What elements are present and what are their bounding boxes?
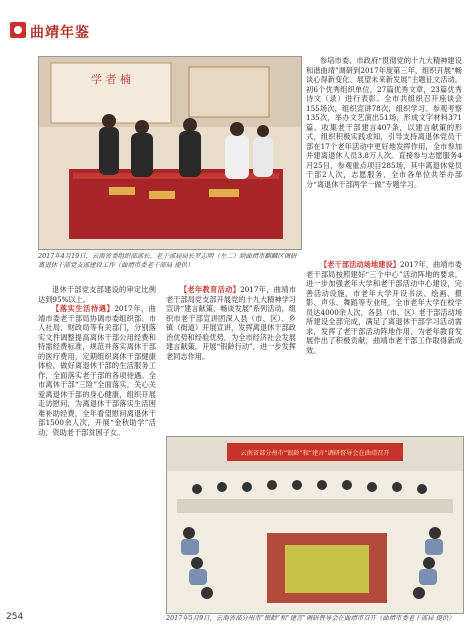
paragraph: 参培市委、市政府“贯彻党的十九大精神建设和谐曲靖”调研到2017年度第三年，组织开展“畅谈心得新变化、展望未来新发展”主题征文活动。初6个优秀组织单位，27篇优秀文章，23篇优秀诗文（录）进行表彰。全市共组织召开座谈会155场次，组织宣讲78次，组织学习、参观考察135次，举办文艺演出51场，形成文字材料371篇。收集老干部建言407条，以建言献策的形式，组织积极实践求知，引导支持离退休党员干部在17个老年活动中更好地发挥作用，全市参加并建离退休人员3.8万人次。直接参与志愿服务4月25日，参观重点项目285场，其中离退休党员干部2人次，志愿服务，全市各单位共举办部分“离退休干部两学一做”专题学习。 <box>306 56 462 189</box>
photo-caption-bottom: 2017年5月9日，云南省部分州市“银龄”和“建言”调研督导会在曲靖市召开（曲靖市委老干部局 提供） <box>166 614 455 622</box>
section-heading: 【老年教育活动】 <box>180 285 241 294</box>
section-heading: 【落实生活待遇】 <box>52 304 115 313</box>
paragraph-text: 2017年，曲靖市委老干部局按照建好“三个中心”活动阵地的要求，进一步加强老年大学和老干部活动中心建设，完善活动设施，市老年大学开设书法、绘画、摄影、声乐、舞蹈等专业班，全市老年大学在校学员达4000余人次，各县（市、区）老干部活动场所建设全部完成，满足了离退休干部学习活动需求，发挥了老干部活动阵地作用，为老年教育发展作出了积极贡献，曲靖市老干部工作取得新成效。 <box>306 260 462 355</box>
text-column-right-top <box>306 56 462 256</box>
page-number: 254 <box>6 612 24 622</box>
text-column-left <box>38 285 156 615</box>
paragraph <box>38 304 156 437</box>
meeting-photo-bottom <box>166 436 464 614</box>
paragraph-text: 2017年，曲靖市委老干部局协调市委组织部、市人社局、财政局等有关部门，分别落实文件调整提高离休干部公用经费和特需经费标准，规范并落实离休干部的医疗费用，定期组织离休干部健康体检，做好离退休干部的生活服务工作，全面落实老干部的各项待遇。全市离休干部“三险”全面落实，关心关爱离退休干部的身心健康，组织开展走访慰问，为离退休干部落实生活困难补助经费，全年看望慰问离退休干部1500余人次，开展“金秋助学”活动，资助老干部贫困子女。 <box>38 304 156 437</box>
paragraph <box>306 260 462 355</box>
meeting-photo-top <box>38 56 302 250</box>
yearbook-logo-icon <box>10 22 26 38</box>
photo-banner-2: 云南省部分州市“银龄”和“建言”调研督导会在曲靖召开 <box>240 450 390 457</box>
section-heading: 【老干部活动场地建设】 <box>320 260 401 269</box>
photo-caption-top: 2017年4月19日，云南省委组织部部长、老干部局局长罗志明（左二）到曲靖市麒麟区调研离退休干部党支部建设工作（曲靖市委老干部局 提供） <box>38 252 297 269</box>
page-header <box>0 0 468 50</box>
text-column-right-bottom <box>306 260 462 432</box>
text-column-middle <box>166 285 296 430</box>
photo-banner-1: 学 者 楠 <box>91 73 131 86</box>
column-title: 曲靖年鉴 <box>30 25 90 41</box>
paragraph-text: 2017年，曲靖市老干部局党支部开展党的十九大精神学习宣讲“建言献策、畅谈发展”系列活动，组织市老干部宣讲团深入县（市、区）、乡镇（街道）开展宣讲，发挥离退休干部政治优势和经验优势，为全市经济社会发展建言献策。开展“银龄行动”，进一步发挥老同志作用。 <box>166 285 296 361</box>
paragraph <box>38 285 156 304</box>
paragraph <box>166 285 296 361</box>
paragraph-text: 退休干部党支部建设的审定比例达到95%以上。 <box>38 285 156 304</box>
